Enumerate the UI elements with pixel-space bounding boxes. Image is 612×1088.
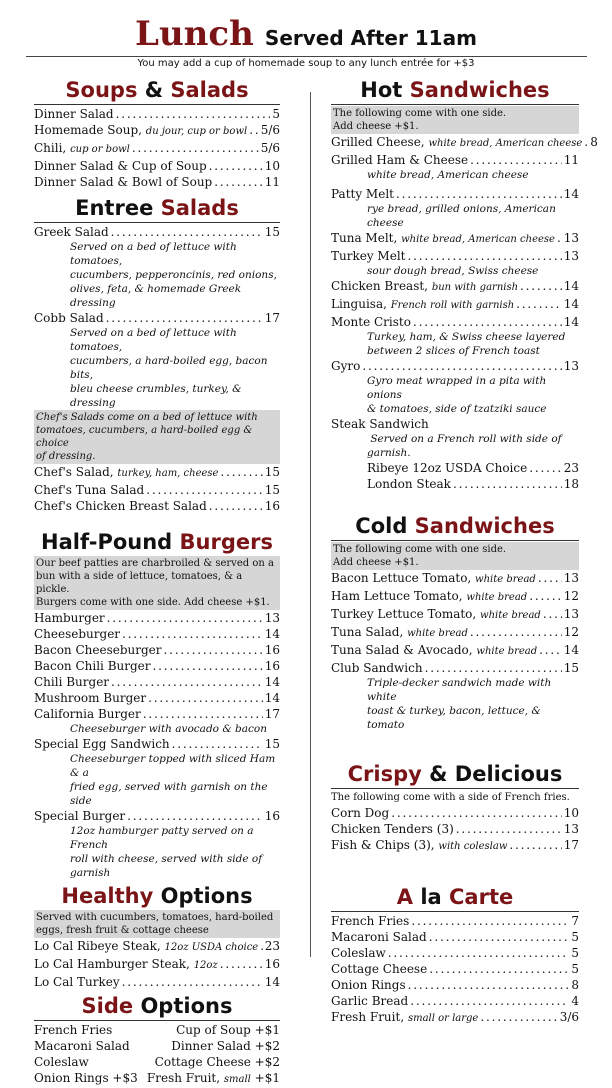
menu-item: Lo Cal Turkey . . . 14 — [34, 974, 280, 990]
side-option: Dinner Salad +$2 — [171, 1039, 280, 1053]
menu-item: Tuna Melt, white bread, American cheese . . . 13 — [331, 230, 579, 248]
side-option: Cottage Cheese +$2 — [154, 1055, 280, 1069]
item-description: rye bread, grilled onions, American cheese — [367, 203, 556, 229]
menu-item: Bacon Lettuce Tomato, white bread . . . 13 — [331, 570, 579, 588]
section-rule — [331, 788, 579, 789]
title-divider — [26, 56, 587, 57]
menu-item: Onion Rings . . . 8 — [331, 977, 579, 993]
menu-item: Cobb Salad . . . 17 — [34, 310, 280, 326]
section-rule — [331, 104, 579, 105]
menu-item: Steak Sandwich — [331, 417, 429, 431]
side-option: Cup of Soup +$1 — [176, 1023, 280, 1037]
menu-item: Fish & Chips (3), with coleslaw . . . 17 — [331, 837, 579, 855]
item-description: Served on a bed of lettuce with tomatoes, cucumbers, pepperoncinis, red onions, olives, feta, & homemade Greek dressing — [70, 241, 277, 309]
menu-item: Monte Cristo . . . 14 — [331, 314, 579, 330]
side-option: Fresh Fruit, small +$1 — [146, 1071, 280, 1085]
soup-addon-note: You may add a cup of homemade soup to any lunch entrée for +$3 — [137, 58, 475, 69]
crispy-note: The following come with a side of French fries. — [331, 790, 579, 805]
menu-item: Hamburger . . . 13 — [34, 610, 280, 626]
section-rule — [331, 911, 579, 912]
crispy-delicious-heading: Crispy & Delicious — [347, 762, 563, 786]
menu-item: Special Burger . . . 16 — [34, 808, 280, 824]
menu-item: Club Sandwich . . . 15 — [331, 660, 579, 676]
menu-item: California Burger . . . 17 — [34, 706, 280, 722]
served-after: Served After 11am — [264, 26, 477, 50]
side-option: Onion Rings +$3 — [34, 1071, 138, 1085]
section-rule — [331, 540, 579, 541]
cold-sandwiches-note: The following come with one side. Add cheese +$1. — [331, 542, 579, 570]
menu-item: Ham Lettuce Tomato, white bread . . . 12 — [331, 588, 579, 606]
entree-salads-heading: Entree Salads — [75, 196, 239, 220]
side-options-grid — [34, 1022, 280, 1088]
menu-item: Bacon Cheeseburger . . . 16 — [34, 642, 280, 658]
menu-item: Garlic Bread . . . 4 — [331, 993, 579, 1009]
item-description: 12oz hamburger patty served on a French roll with cheese, served with side of garnish — [70, 825, 263, 879]
healthy-options-heading: Healthy Options — [61, 884, 253, 908]
healthy-note: Served with cucumbers, tomatoes, hard-boiled eggs, fresh fruit & cottage cheese — [34, 910, 280, 938]
hot-sandwiches-note: The following come with one side. Add cheese +$1. — [331, 106, 579, 134]
menu-item: Dinner Salad . . . 5 — [34, 106, 280, 122]
menu-item: Bacon Chili Burger . . . 16 — [34, 658, 280, 674]
menu-item: Grilled Cheese, white bread, American cheese . . . 8 — [331, 134, 579, 152]
menu-item: Homemade Soup, du jour, cup or bowl . . . 5/6 — [34, 122, 280, 140]
section-rule — [34, 1020, 280, 1021]
burgers-note: Our beef patties are charbroiled & served on a bun with a side of lettuce, tomatoes, & a pickle. Burgers come with one side. Add cheese +$1. — [34, 556, 280, 610]
column-divider — [310, 92, 311, 957]
item-description: Turkey, ham, & Swiss cheese layered between 2 slices of French toast — [367, 331, 566, 357]
menu-item: Lo Cal Hamburger Steak, 12oz . . . 16 — [34, 956, 280, 974]
menu-item: Lo Cal Ribeye Steak, 12oz USDA choice . . . 23 — [34, 938, 280, 956]
menu-item: Chicken Tenders (3) . . . 13 — [331, 821, 579, 837]
menu-item: Greek Salad . . . 15 — [34, 224, 280, 240]
left-column — [34, 76, 280, 1088]
lunch-heading: Lunch — [135, 14, 254, 54]
side-option: French Fries — [34, 1023, 113, 1037]
menu-item: Gyro . . . 13 — [331, 358, 579, 374]
menu-item: Grilled Ham & Cheese . . . 11 — [331, 152, 579, 168]
cold-sandwiches-heading: Cold Sandwiches — [355, 514, 555, 538]
menu-item: Macaroni Salad . . . 5 — [331, 929, 579, 945]
soups-salads-heading: Soups & Salads — [65, 78, 249, 102]
menu-item: Special Egg Sandwich . . . 15 — [34, 736, 280, 752]
chef-salad-note: Chef's Salads come on a bed of lettuce with tomatoes, cucumbers, a hard-boiled egg & choice of dressing. — [34, 410, 280, 464]
side-option: Coleslaw — [34, 1055, 89, 1069]
menu-item: French Fries . . . 7 — [331, 913, 579, 929]
menu-item: Chef's Chicken Breast Salad . . . 16 — [34, 498, 280, 514]
menu-item: Cottage Cheese . . . 5 — [331, 961, 579, 977]
hot-sandwiches-heading: Hot Sandwiches — [360, 78, 550, 102]
menu-item: Linguisa, French roll with garnish . . . 14 — [331, 296, 579, 314]
soups-salads-list — [34, 106, 280, 190]
side-options-heading: Side Options — [81, 994, 233, 1018]
menu-item: Chicken Breast, bun with garnish . . . 14 — [331, 278, 579, 296]
menu-item: Chili Burger . . . 14 — [34, 674, 280, 690]
section-rule — [34, 104, 280, 105]
item-description: white bread, American cheese — [367, 169, 529, 181]
menu-item: Mushroom Burger . . . 14 — [34, 690, 280, 706]
menu-item: Chef's Salad, turkey, ham, cheese . . . 15 — [34, 464, 280, 482]
menu-item: Tuna Salad, white bread . . . 12 — [331, 624, 579, 642]
a-la-carte-heading: A la Carte — [396, 885, 514, 909]
item-description: Gyro meat wrapped in a pita with onions & tomatoes, side of tzatziki sauce — [367, 375, 547, 415]
item-description: Cheeseburger topped with sliced Ham & a fried egg, served with garnish on the side — [70, 753, 276, 807]
section-rule — [34, 222, 280, 223]
menu-item: Corn Dog . . . 10 — [331, 805, 579, 821]
menu-item: Patty Melt . . . 14 — [331, 186, 579, 202]
menu-item: Coleslaw . . . 5 — [331, 945, 579, 961]
menu-item: Dinner Salad & Bowl of Soup . . . 11 — [34, 174, 280, 190]
menu-item: Dinner Salad & Cup of Soup . . . 10 — [34, 158, 280, 174]
menu-item: Ribeye 12oz USDA Choice . . . 23 — [331, 460, 579, 476]
right-column — [331, 76, 598, 1027]
item-description: Cheeseburger with avocado & bacon — [70, 723, 267, 735]
item-description: Served on a bed of lettuce with tomatoes, cucumbers, a hard-boiled egg, bacon bits, bleu cheese crumbles, turkey, & dressing — [70, 327, 268, 409]
menu-item: Turkey Melt . . . 13 — [331, 248, 579, 264]
menu-item: Chef's Tuna Salad . . . 15 — [34, 482, 280, 498]
side-option: Macaroni Salad — [34, 1039, 130, 1053]
menu-item: London Steak . . . 18 — [331, 476, 579, 492]
item-description: sour dough bread, Swiss cheese — [367, 265, 539, 277]
burgers-heading: Half-Pound Burgers — [41, 530, 273, 554]
item-description: Served on a French roll with side of garnish. — [367, 433, 562, 459]
item-description: Triple-decker sandwich made with white toast & turkey, bacon, lettuce, & tomato — [367, 677, 552, 731]
menu-item: Tuna Salad & Avocado, white bread . . . 14 — [331, 642, 579, 660]
menu-item: Chili, cup or bowl . . . 5/6 — [34, 140, 280, 158]
menu-item: Fresh Fruit, small or large . . . 3/6 — [331, 1009, 579, 1027]
menu-item: Turkey Lettuce Tomato, white bread . . . 13 — [331, 606, 579, 624]
menu-item: Cheeseburger . . . 14 — [34, 626, 280, 642]
menu-title — [0, 14, 612, 54]
